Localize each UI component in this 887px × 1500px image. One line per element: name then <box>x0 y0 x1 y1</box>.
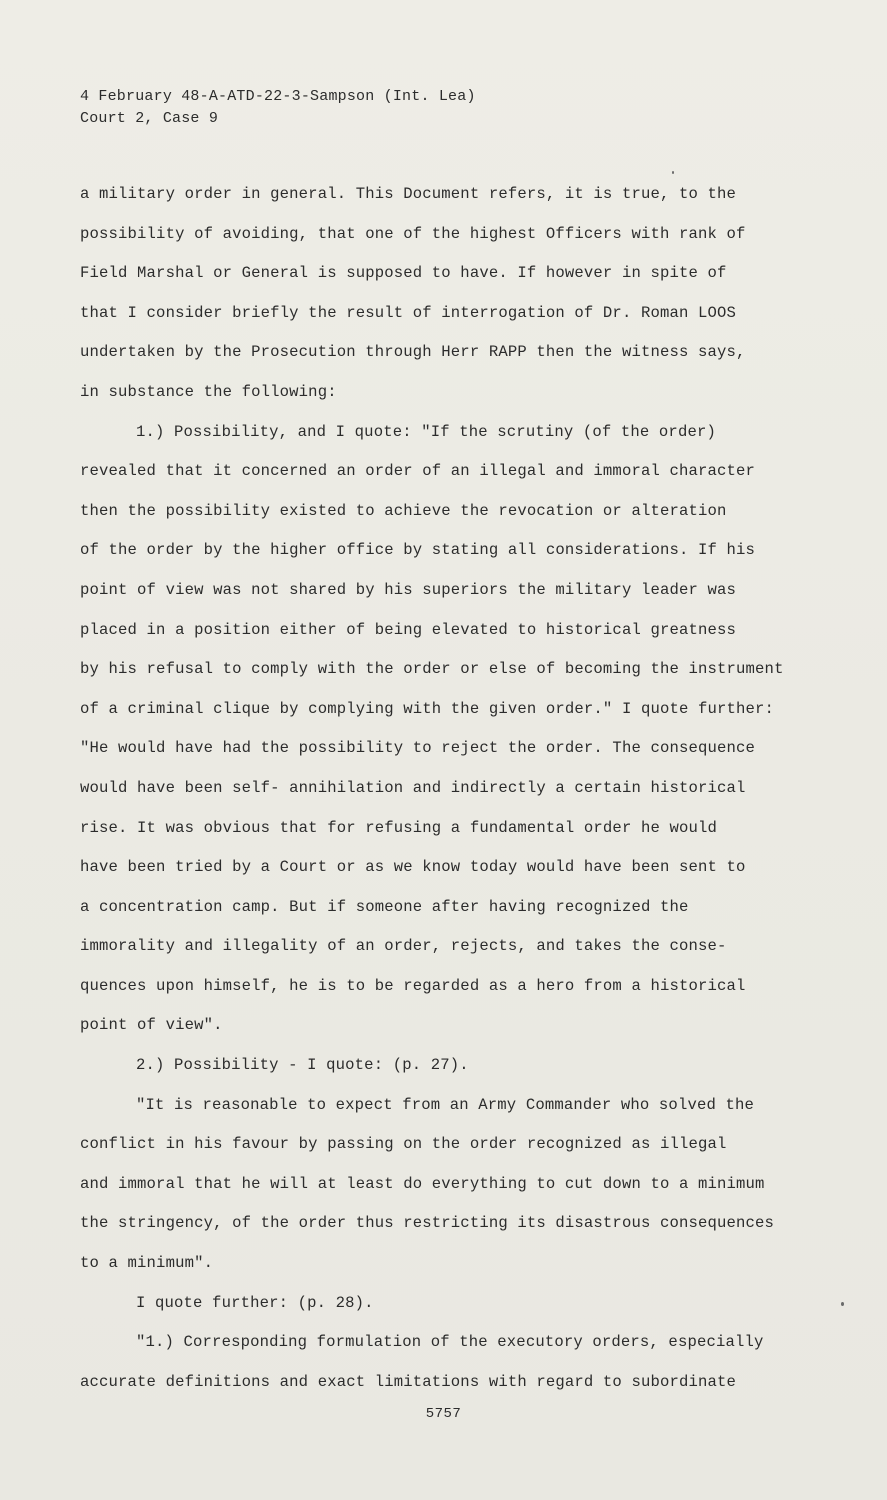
text-line: to a minimum". <box>80 1254 214 1273</box>
text-line: accurate definitions and exact limitations with regard to subordinate <box>80 1372 737 1391</box>
document-header <box>80 86 476 130</box>
text-line: a military order in general. This Document refers, it is true, to the <box>80 185 737 203</box>
text-line: by his refusal to comply with the order or else of becoming the instrument <box>80 660 784 679</box>
page-number: 5757 <box>425 1406 462 1422</box>
text-line: have been tried by a Court or as we know today would have been sent to <box>80 858 746 877</box>
text-line: quences upon himself, he is to be regarded as a hero from a historical <box>80 976 746 995</box>
text-line-paragraph-start: "1.) Corresponding formulation of the executory orders, especially <box>136 1333 764 1352</box>
text-line: conflict in his favour by passing on the order recognized as illegal <box>80 1135 727 1154</box>
text-line: the stringency, of the order thus restricting its disastrous consequences <box>80 1214 775 1233</box>
text-line: possibility of avoiding, that one of the highest Officers with rank of <box>80 224 746 243</box>
text-line: "He would have had the possibility to reject the order. The consequence <box>80 739 756 758</box>
text-line: of the order by the higher office by stating all considerations. If his <box>80 541 756 560</box>
text-line-paragraph-start: "It is reasonable to expect from an Army Commander who solved the <box>136 1095 755 1114</box>
header-line-date-reference: 4 February 48-A-ATD-22-3-Sampson (Int. Lea) <box>80 88 476 105</box>
text-line: would have been self- annihilation and indirectly a certain historical <box>80 778 746 797</box>
text-line: rise. It was obvious that for refusing a fundamental order he would <box>80 818 718 837</box>
text-line: Field Marshal or General is supposed to have. If however in spite of <box>80 264 727 283</box>
text-line: immorality and illegality of an order, rejects, and takes the conse- <box>80 937 727 956</box>
text-line: point of view". <box>80 1016 223 1035</box>
text-line: in substance the following: <box>80 382 337 401</box>
text-line-paragraph-start: 2.) Possibility - I quote: (p. 27). <box>136 1056 469 1075</box>
text-line: undertaken by the Prosecution through Herr RAPP then the witness says, <box>80 343 746 362</box>
text-line: that I consider briefly the result of interrogation of Dr. Roman LOOS <box>80 303 737 322</box>
text-line-paragraph-start: I quote further: (p. 28). <box>136 1293 374 1312</box>
text-line: a concentration camp. But if someone after having recognized the <box>80 897 689 916</box>
text-line-paragraph-start: 1.) Possibility, and I quote: "If the scrutiny (of the order) <box>136 422 716 441</box>
text-line: placed in a position either of being elevated to historical greatness <box>80 620 737 639</box>
text-line: revealed that it concerned an order of an illegal and immoral character <box>80 462 756 481</box>
body-text <box>80 183 810 1410</box>
text-line: point of view was not shared by his superiors the military leader was <box>80 580 737 599</box>
text-line: then the possibility existed to achieve the revocation or alteration <box>80 501 727 520</box>
header-line-court-case: Court 2, Case 9 <box>80 110 219 127</box>
text-line: of a criminal clique by complying with the given order." I quote further: <box>80 699 775 718</box>
paper-speck <box>841 1302 844 1306</box>
paper-speck <box>672 171 674 174</box>
text-line: and immoral that he will at least do everything to cut down to a minimum <box>80 1174 765 1193</box>
